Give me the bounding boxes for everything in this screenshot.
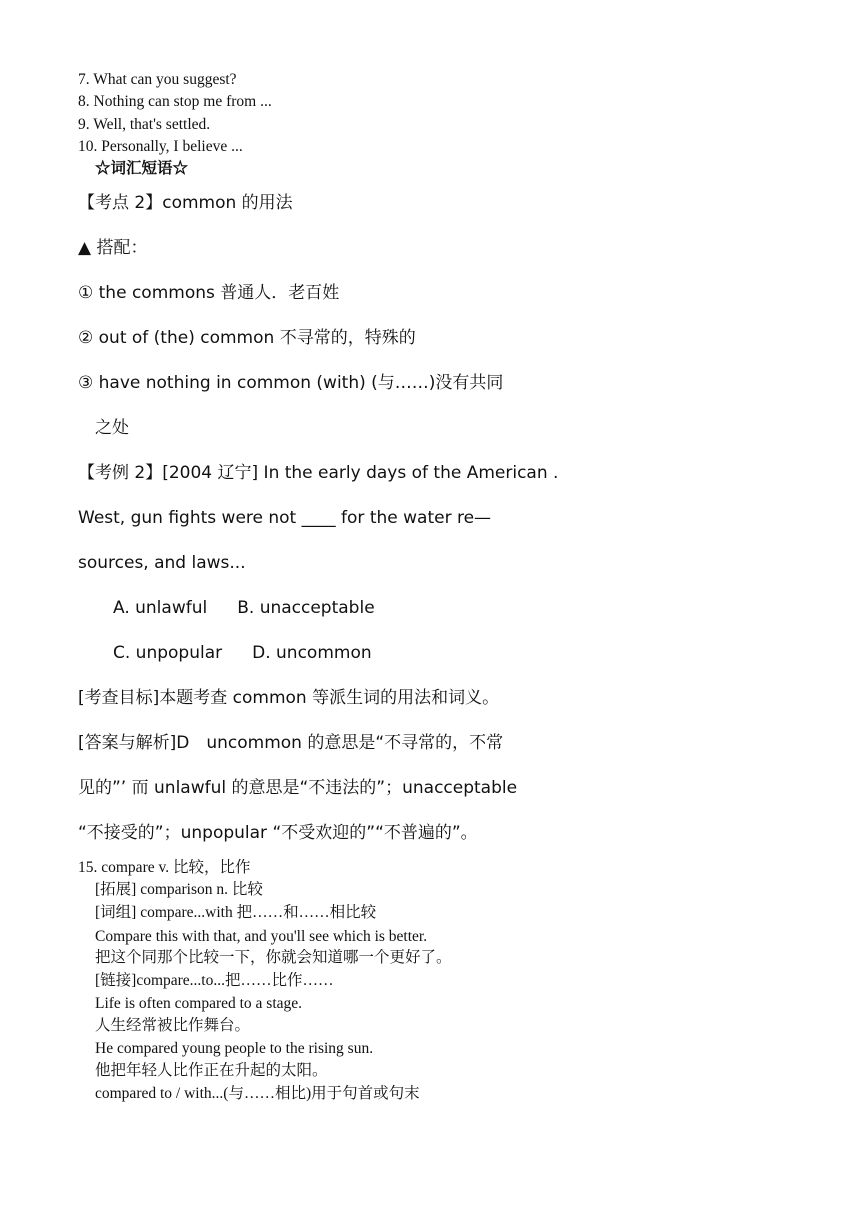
list-item: 9. Well, that's settled.	[78, 116, 211, 133]
collocation-label: ▲ 搭配：	[78, 238, 148, 258]
collocation-item: ② out of (the) common 不寻常的，特殊的	[78, 328, 416, 348]
answer-line: 见的”’ 而 unlawful 的意思是“不违法的”；unacceptable	[78, 778, 518, 798]
entry-line: [词组] compare...with 把……和……相比较	[95, 904, 377, 921]
example-line: 【考例 2】[2004 辽宁] In the early days of the American .	[78, 463, 559, 483]
example-line: West, gun fights were not ____ for the water re—	[78, 508, 492, 528]
answer-line: [答案与解析]D uncommon 的意思是“不寻常的，不常	[78, 733, 504, 753]
option-b: B. unacceptable	[237, 598, 375, 618]
collocation-item: ③ have nothing in common (with) (与……)没有共同	[78, 373, 504, 393]
collocation-item-continuation: 之处	[95, 418, 129, 438]
option-c: C. unpopular	[113, 643, 223, 663]
entry-head: 15. compare v. 比较，比作	[78, 859, 251, 876]
answer-line: “不接受的”；unpopular “不受欢迎的”“不普遍的”。	[78, 823, 478, 843]
list-item: 10. Personally, I believe ...	[78, 138, 243, 155]
point-title: 【考点 2】common 的用法	[78, 193, 293, 213]
option-a: A. unlawful	[113, 598, 208, 618]
vocab-heading: ☆词汇短语☆	[95, 160, 189, 177]
entry-line: 人生经常被比作舞台。	[95, 1017, 251, 1034]
example-line: sources, and laws...	[78, 553, 246, 573]
collocation-item: ① the commons 普通人．老百姓	[78, 283, 340, 303]
options-row-cd	[113, 631, 372, 676]
options-row-ab	[113, 586, 375, 631]
entry-line: He compared young people to the rising sun.	[95, 1040, 374, 1057]
option-d: D. uncommon	[252, 643, 372, 663]
entry-line: Compare this with that, and you'll see which is better.	[95, 928, 428, 945]
entry-line: 把这个同那个比较一下，你就会知道哪一个更好了。	[95, 949, 452, 966]
entry-line: compared to / with...(与……相比)用于句首或句末	[95, 1085, 420, 1102]
exam-target: [考查目标]本题考查 common 等派生词的用法和词义。	[78, 688, 500, 708]
list-item: 8. Nothing can stop me from ...	[78, 93, 272, 110]
entry-line: [拓展] comparison n. 比较	[95, 881, 263, 898]
entry-line: 他把年轻人比作正在升起的太阳。	[95, 1062, 328, 1079]
list-item: 7. What can you suggest?	[78, 71, 237, 88]
entry-line: [链接]compare...to...把……比作……	[95, 972, 334, 989]
entry-line: Life is often compared to a stage.	[95, 995, 303, 1012]
